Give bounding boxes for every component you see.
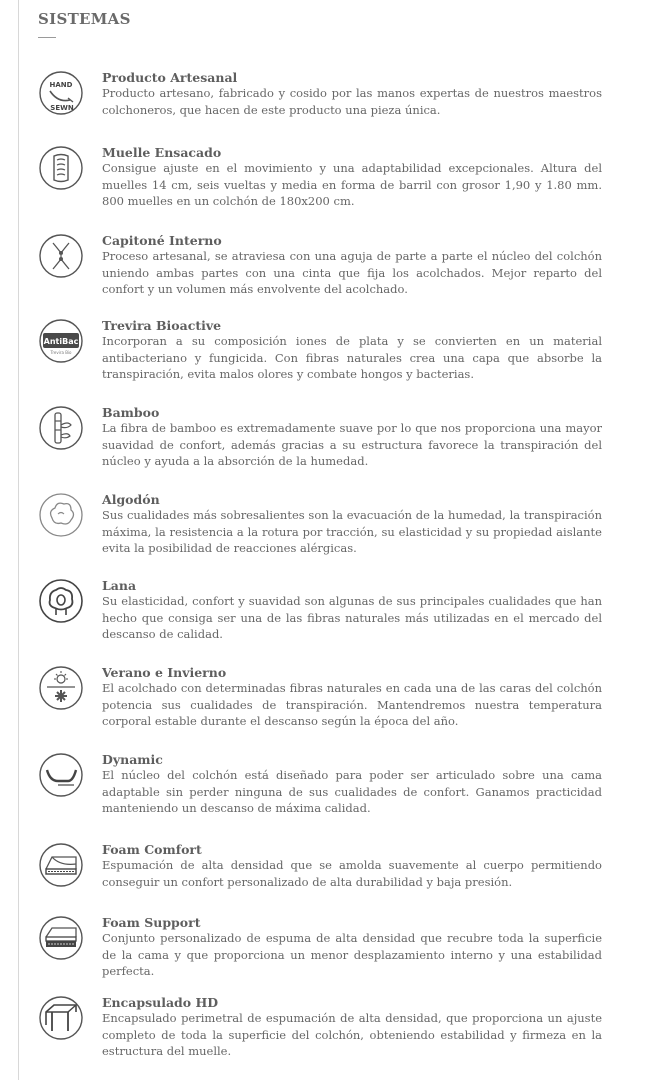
item-title: Trevira Bioactive [102, 318, 222, 333]
item-title: Verano e Invierno [102, 665, 227, 680]
item-description: El núcleo del colchón está diseñado para poder ser articulado sobre una cama adaptable sin perder ninguna de sus cualidades de confort. Ganamos practicidad manteniendo un descanso de máxima calidad. [102, 768, 602, 815]
left-divider [18, 0, 19, 1080]
hand-sewn-icon [38, 70, 84, 116]
feature-item-muelle-ensacado [36, 145, 616, 225]
bamboo-icon [38, 405, 84, 451]
item-description: Incorporan a su composición iones de plata y se convierten en un material antibacteriano y fungicida. Con fibras naturales crea una capa que absorbe la transpiración, evita malos olores y combate hongos y bacterias. [102, 334, 602, 381]
item-title: Capitoné Interno [102, 233, 222, 248]
item-description: Producto artesano, fabricado y cosido por las manos expertas de nuestros maestros colchoneros, que hacen de este producto una pieza única. [102, 86, 602, 117]
feature-item-encapsulado-hd [36, 995, 616, 1075]
item-description: Su elasticidad, confort y suavidad son algunas de sus principales cualidades que han hecho que consiga ser una de las fibras naturales más utilizadas en el mercado del descanso de calidad. [102, 594, 602, 641]
feature-item-bamboo [36, 405, 616, 485]
antibac-icon-text: AntiBac [43, 337, 79, 346]
item-description: Consigue ajuste en el movimiento y una adaptabilidad excepcionales. Altura del muelles 14 cm, seis vueltas y media en forma de barril con grosor 1,90 y 1.80 mm. 800 muelles en un colchón de 180x200 cm. [102, 161, 602, 208]
item-description: Proceso artesanal, se atraviesa con una aguja de parte a parte el núcleo del colchón uniendo ambas partes con una cinta que fija los acolchados. Mejor reparto del confort y un volumen más envolvente del acolchado. [102, 249, 602, 296]
item-description: Espumación de alta densidad que se amolda suavemente al cuerpo permitiendo conseguir un confort personalizado de alta durabilidad y baja presión. [102, 858, 602, 889]
item-title: Lana [102, 578, 137, 593]
feature-item-foam-comfort [36, 842, 616, 922]
item-description: El acolchado con determinadas fibras naturales en cada una de las caras del colchón potencia sus cualidades de transpiración. Mantendremos nuestra temperatura corporal estable durante el descanso según la época del año. [102, 681, 602, 728]
feature-item-foam-support [36, 915, 616, 995]
antibac-icon-subtext: Trevira Bio [50, 350, 72, 355]
item-description: La fibra de bamboo es extremadamente suave por lo que nos proporciona una mayor suavidad de confort, además gracias a su estructura favorece la transpiración del núcleo y ayuda a la absorción de la humedad. [102, 421, 602, 468]
sun-snow-icon [38, 665, 84, 711]
item-title: Foam Support [102, 915, 201, 930]
item-title: Bamboo [102, 405, 160, 420]
needle-stitch-icon [38, 233, 84, 279]
encapsulated-icon [38, 995, 84, 1041]
item-title: Algodón [102, 492, 160, 507]
item-title: Encapsulado HD [102, 995, 219, 1010]
feature-item-dynamic [36, 752, 616, 832]
item-description: Conjunto personalizado de espuma de alta densidad que recubre toda la superficie de la cama y que proporciona un menor desplazamiento interno y una estabilidad perfecta. [102, 931, 602, 978]
hand-sewn-icon-text-bottom: SEWN [50, 104, 74, 112]
feature-item-lana [36, 578, 616, 658]
heading-underline [38, 37, 56, 38]
foam-comfort-icon [38, 842, 84, 888]
feature-item-producto-artesanal [36, 70, 616, 150]
pocket-spring-icon [38, 145, 84, 191]
hand-sewn-icon-text-top: HAND [49, 81, 73, 89]
antibac-icon [38, 318, 84, 364]
feature-item-capitone-interno [36, 233, 616, 313]
item-title: Dynamic [102, 752, 163, 767]
section-heading: SISTEMAS [38, 10, 131, 28]
foam-support-icon [38, 915, 84, 961]
articulated-bed-icon [38, 752, 84, 798]
item-description: Encapsulado perimetral de espumación de alta densidad, que proporciona un ajuste completo de toda la superficie del colchón, obteniendo estabilidad y firmeza en la estructura del muelle. [102, 1011, 602, 1058]
item-title: Foam Comfort [102, 842, 202, 857]
item-description: Sus cualidades más sobresalientes son la evacuación de la humedad, la transpiración máxima, la resistencia a la rotura por tracción, su elasticidad y su propiedad aislante evita la posibilidad de reacciones alérgicas. [102, 508, 602, 555]
feature-item-verano-invierno [36, 665, 616, 745]
feature-item-algodon [36, 492, 616, 572]
sheep-wool-icon [38, 578, 84, 624]
cotton-icon [38, 492, 84, 538]
item-title: Producto Artesanal [102, 70, 238, 85]
feature-item-trevira-bioactive [36, 318, 616, 398]
item-title: Muelle Ensacado [102, 145, 222, 160]
